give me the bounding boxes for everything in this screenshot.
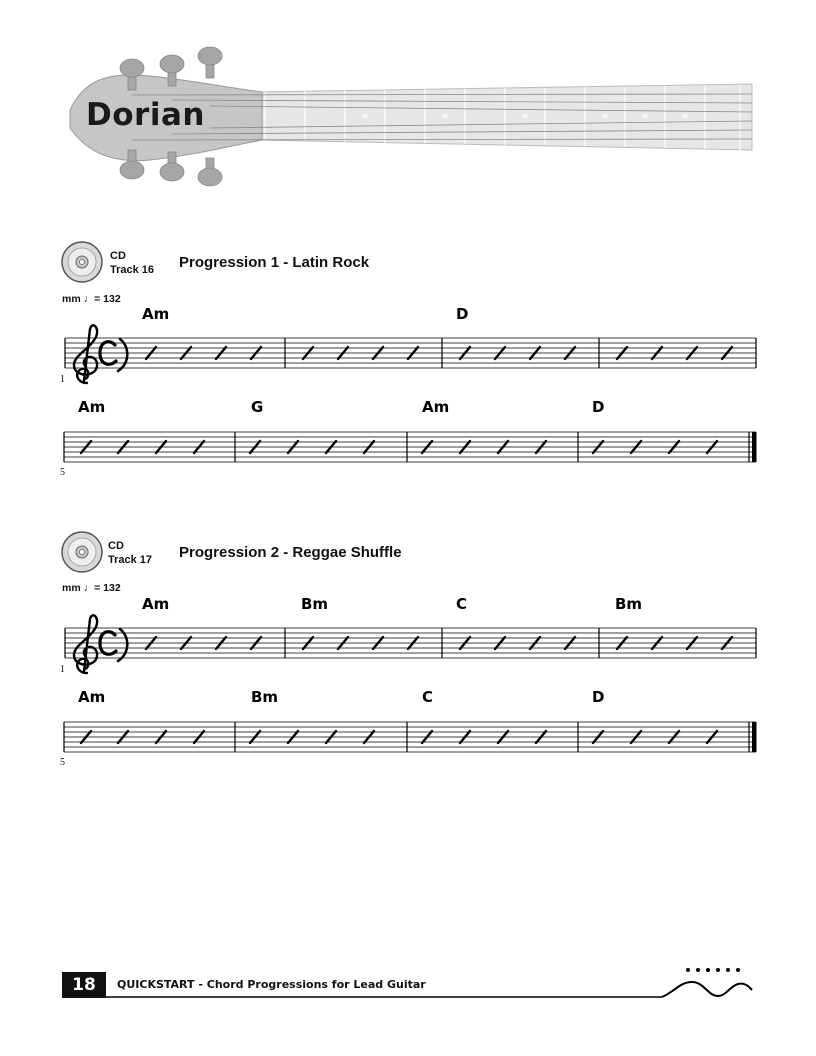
footer-title: QUICKSTART - Chord Progressions for Lead Guitar (117, 978, 426, 991)
chord-symbol: D (592, 398, 605, 416)
quarter-note-icon: ♩ (83, 293, 95, 305)
guitar-curve-icon (660, 962, 760, 1002)
cd-label: CD (110, 250, 126, 262)
chord-symbol: D (592, 688, 605, 706)
chord-symbol: Bm (615, 595, 643, 613)
tempo-prefix: mm (62, 293, 81, 305)
staff-system (60, 615, 760, 685)
chord-symbol: D (456, 305, 469, 323)
chord-symbol: Bm (301, 595, 329, 613)
chord-symbol: Bm (251, 688, 279, 706)
progression-title: Progression 2 - Reggae Shuffle (179, 544, 402, 561)
tempo-prefix: mm (62, 582, 81, 594)
chord-symbol: C (456, 595, 468, 613)
cd-icon (60, 240, 104, 284)
measure-number: 5 (60, 757, 65, 768)
tempo-value: = 132 (94, 582, 121, 594)
tempo-value: = 132 (94, 293, 121, 305)
measure-number: 1 (60, 664, 65, 675)
progression-title: Progression 1 - Latin Rock (179, 254, 370, 271)
chord-symbol: G (251, 398, 264, 416)
chord-symbol: Am (78, 688, 106, 706)
track-label: Track 17 (108, 554, 153, 566)
measure-number: 5 (60, 467, 65, 478)
measure-number: 1 (60, 374, 65, 385)
cd-icon (60, 530, 104, 574)
tempo-marking (62, 582, 121, 594)
cd-label: CD (108, 540, 124, 552)
staff-system (60, 710, 760, 760)
chord-symbol: Am (142, 305, 170, 323)
chord-symbol: C (422, 688, 434, 706)
chord-symbol: Am (142, 595, 170, 613)
staff-system (60, 325, 760, 395)
quarter-note-icon: ♩ (83, 582, 95, 594)
page-title: Dorian (86, 97, 205, 133)
tempo-marking (62, 293, 121, 305)
track-label: Track 16 (110, 264, 155, 276)
chord-symbol: Am (422, 398, 450, 416)
page-number: 18 (62, 972, 106, 998)
staff-system (60, 420, 760, 470)
chord-symbol: Am (78, 398, 106, 416)
